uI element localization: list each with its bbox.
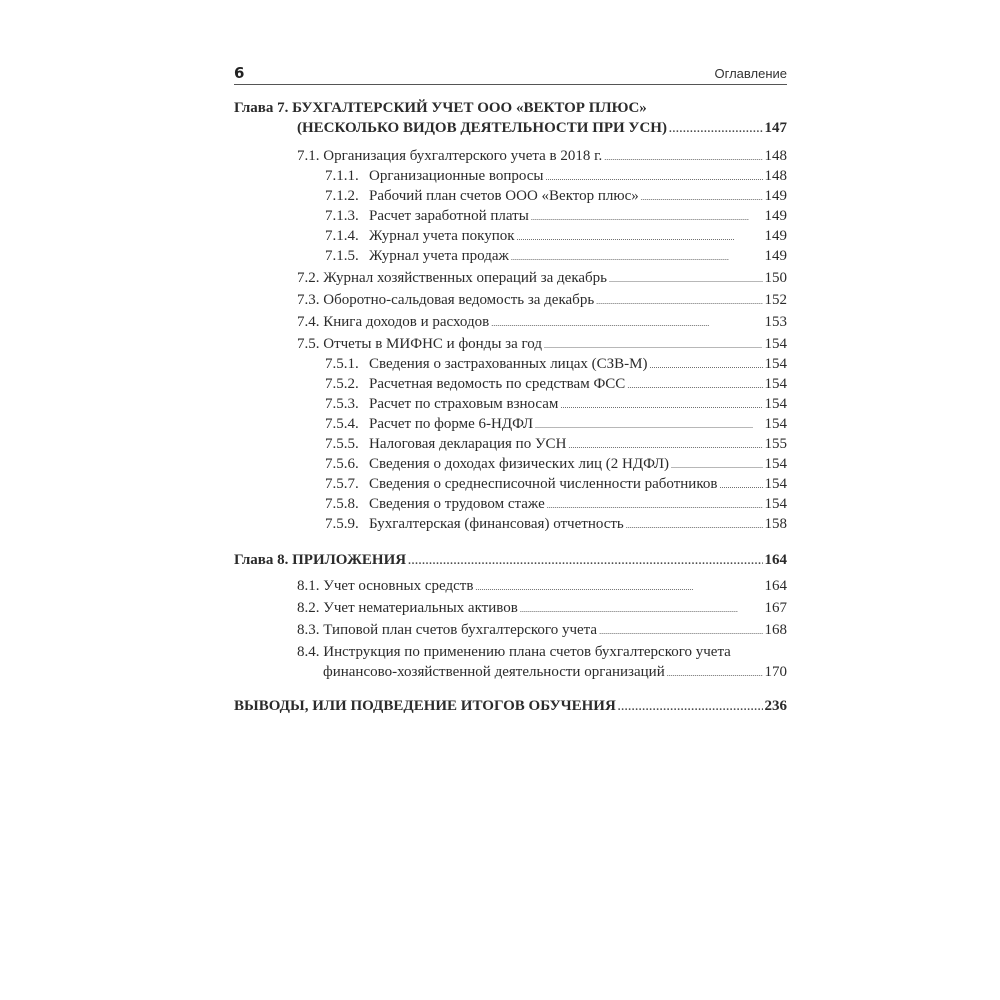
- entry-title: Организационные вопросы: [369, 168, 544, 184]
- toc-entry-7-5-2[interactable]: [325, 374, 787, 396]
- leader-dots: [609, 268, 762, 290]
- entry-number: 7.5.1.: [325, 356, 359, 372]
- entry-page: 152: [764, 292, 787, 308]
- entry-page: 154: [764, 376, 787, 392]
- toc-entry-8-2[interactable]: [297, 598, 787, 620]
- entry-number: 7.5.7.: [325, 476, 359, 492]
- entry-page: 148: [764, 168, 787, 184]
- entry-page: 154: [764, 496, 787, 512]
- entry-page: 167: [764, 600, 787, 616]
- entry-title: Отчеты в МИФНС и фонды за год: [323, 336, 542, 352]
- entry-page: 153: [764, 314, 787, 330]
- toc-entry-7-1-5[interactable]: [325, 246, 787, 268]
- entry-page: 154: [764, 456, 787, 472]
- leader-dots: [641, 186, 763, 208]
- entry-title: Инструкция по применению плана счетов бухгалтерского учета: [323, 644, 731, 660]
- entry-number: 7.1.5.: [325, 248, 359, 264]
- entry-number: 7.2.: [297, 270, 320, 286]
- leader-dots: [626, 514, 763, 536]
- entry-title: Расчет заработной платы: [369, 208, 529, 224]
- entry-number: 7.1.3.: [325, 208, 359, 224]
- entry-number: 7.5.4.: [325, 416, 359, 432]
- entry-number: 7.1.1.: [325, 168, 359, 184]
- page-number: 6: [234, 64, 245, 82]
- entry-number: 8.3.: [297, 622, 320, 638]
- entry-page: 150: [764, 270, 787, 286]
- entry-page: 164: [764, 578, 787, 594]
- entry-title: Налоговая декларация по УСН: [369, 436, 567, 452]
- chapter-7-page: 147: [764, 120, 787, 136]
- page-header: [234, 62, 787, 85]
- entry-number: 7.1.2.: [325, 188, 359, 204]
- entry-page: 154: [764, 356, 787, 372]
- entry-title: Учет основных средств: [323, 578, 474, 594]
- leader-dots: [596, 290, 762, 312]
- entry-number: 7.1.4.: [325, 228, 359, 244]
- running-title: Оглавление: [714, 66, 787, 81]
- entry-title: Сведения о среднесписочной численности работников: [369, 476, 718, 492]
- entry-page: 149: [764, 248, 787, 264]
- entry-title: Учет нематериальных активов: [323, 600, 518, 616]
- entry-title: Расчет по страховым взносам: [369, 396, 559, 412]
- entry-number: 7.1.: [297, 148, 320, 164]
- leader-dots: [604, 146, 762, 168]
- toc-entry-7-5-4[interactable]: [325, 414, 787, 436]
- entry-page: 154: [764, 416, 787, 432]
- entry-number: 7.5.9.: [325, 516, 359, 532]
- toc-entry-7-3[interactable]: [297, 290, 787, 312]
- chapter-7-title-line2: (НЕСКОЛЬКО ВИДОВ ДЕЯТЕЛЬНОСТИ ПРИ УСН): [297, 120, 667, 136]
- entry-number: 7.5.2.: [325, 376, 359, 392]
- entry-page: 154: [764, 336, 787, 352]
- leader-dots: [667, 662, 763, 684]
- leader-dots: [531, 206, 763, 228]
- toc-entry-8-3[interactable]: [297, 620, 787, 642]
- entry-title: Оборотно-сальдовая ведомость за декабрь: [323, 292, 595, 308]
- toc-entry-7-5-6[interactable]: [325, 454, 787, 476]
- entry-number: 7.3.: [297, 292, 320, 308]
- leader-dots: [671, 454, 763, 476]
- toc-entry-7-5-9[interactable]: [325, 514, 787, 536]
- entry-number: 7.5.8.: [325, 496, 359, 512]
- leader-dots: [719, 474, 762, 496]
- toc-entry-8-4-continued[interactable]: [323, 662, 787, 684]
- leader-dots: [491, 312, 762, 334]
- leader-dots: [627, 374, 762, 396]
- entry-title: Сведения о трудовом стаже: [369, 496, 545, 512]
- chapter-7-entry[interactable]: [297, 118, 787, 139]
- leader-dots: [560, 394, 762, 416]
- entry-page: 155: [764, 436, 787, 452]
- leader-dots: [547, 494, 763, 516]
- entry-number: 7.5.3.: [325, 396, 359, 412]
- entry-title-continued: финансово-хозяйственной деятельности организаций: [323, 664, 665, 680]
- toc-entry-7-5-3[interactable]: [325, 394, 787, 416]
- toc-page: [234, 62, 787, 85]
- toc-entry-7-1[interactable]: [297, 146, 787, 168]
- leader-dots: [408, 550, 762, 571]
- leader-dots: [650, 354, 763, 376]
- leader-dots: [669, 118, 763, 139]
- entry-page: 154: [764, 476, 787, 492]
- chapter-8-page: 164: [764, 552, 787, 568]
- conclusion-entry[interactable]: [234, 696, 787, 717]
- toc-entry-8-1[interactable]: [297, 576, 787, 598]
- entry-title: Журнал учета продаж: [369, 248, 509, 264]
- leader-dots: [520, 598, 763, 620]
- entry-title: Сведения о доходах физических лиц (2 НДФЛ): [369, 456, 669, 472]
- toc-entry-7-1-2[interactable]: [325, 186, 787, 208]
- entry-page: 149: [764, 208, 787, 224]
- entry-number: 7.5.: [297, 336, 320, 352]
- entry-page: 149: [764, 188, 787, 204]
- entry-title: Журнал хозяйственных операций за декабрь: [323, 270, 608, 286]
- leader-dots: [618, 696, 763, 717]
- entry-page: 148: [764, 148, 787, 164]
- chapter-7-title-line1[interactable]: Глава 7. БУХГАЛТЕРСКИЙ УЧЕТ ООО «ВЕКТОР ПЛЮС»: [234, 100, 647, 116]
- entry-page: 158: [764, 516, 787, 532]
- entry-page: 149: [764, 228, 787, 244]
- toc-entry-7-5-7[interactable]: [325, 474, 787, 496]
- toc-entry-7-5[interactable]: [297, 334, 787, 356]
- toc-entry-7-5-1[interactable]: [325, 354, 787, 376]
- toc-entry-7-1-3[interactable]: [325, 206, 787, 228]
- entry-title: Журнал учета покупок: [369, 228, 515, 244]
- leader-dots: [544, 334, 763, 356]
- leader-dots: [517, 226, 763, 248]
- chapter-8-entry[interactable]: [234, 550, 787, 571]
- toc-entry-7-1-1[interactable]: [325, 166, 787, 188]
- entry-number: 7.5.6.: [325, 456, 359, 472]
- entry-title: Сведения о застрахованных лицах (СЗВ-М): [369, 356, 648, 372]
- toc-entry-7-5-8[interactable]: [325, 494, 787, 516]
- leader-dots: [535, 414, 763, 436]
- entry-number: 8.2.: [297, 600, 320, 616]
- toc-entry-7-4[interactable]: [297, 312, 787, 334]
- entry-number: 7.5.5.: [325, 436, 359, 452]
- leader-dots: [475, 576, 762, 598]
- toc-entry-7-1-4[interactable]: [325, 226, 787, 248]
- entry-title: Организация бухгалтерского учета в 2018 г.: [323, 148, 603, 164]
- leader-dots: [546, 166, 763, 188]
- leader-dots: [568, 434, 762, 456]
- toc-entry-7-5-5[interactable]: [325, 434, 787, 456]
- entry-page: 168: [764, 622, 787, 638]
- entry-title: Расчетная ведомость по средствам ФСС: [369, 376, 626, 392]
- entry-page: 170: [764, 664, 787, 680]
- leader-dots: [599, 620, 762, 642]
- entry-title: Расчет по форме 6-НДФЛ: [369, 416, 533, 432]
- toc-entry-8-4[interactable]: [297, 642, 787, 662]
- entry-number: 7.4.: [297, 314, 320, 330]
- chapter-8-title: Глава 8. ПРИЛОЖЕНИЯ: [234, 552, 407, 568]
- entry-title: Бухгалтерская (финансовая) отчетность: [369, 516, 624, 532]
- entry-number: 8.1.: [297, 578, 320, 594]
- entry-page: 154: [764, 396, 787, 412]
- conclusion-title: ВЫВОДЫ, ИЛИ ПОДВЕДЕНИЕ ИТОГОВ ОБУЧЕНИЯ: [234, 698, 616, 714]
- toc-entry-7-2[interactable]: [297, 268, 787, 290]
- entry-title: Книга доходов и расходов: [323, 314, 490, 330]
- entry-number: 8.4.: [297, 644, 320, 660]
- entry-title: Рабочий план счетов ООО «Вектор плюс»: [369, 188, 639, 204]
- conclusion-page: 236: [764, 698, 787, 714]
- leader-dots: [511, 246, 763, 268]
- entry-title: Типовой план счетов бухгалтерского учета: [323, 622, 598, 638]
